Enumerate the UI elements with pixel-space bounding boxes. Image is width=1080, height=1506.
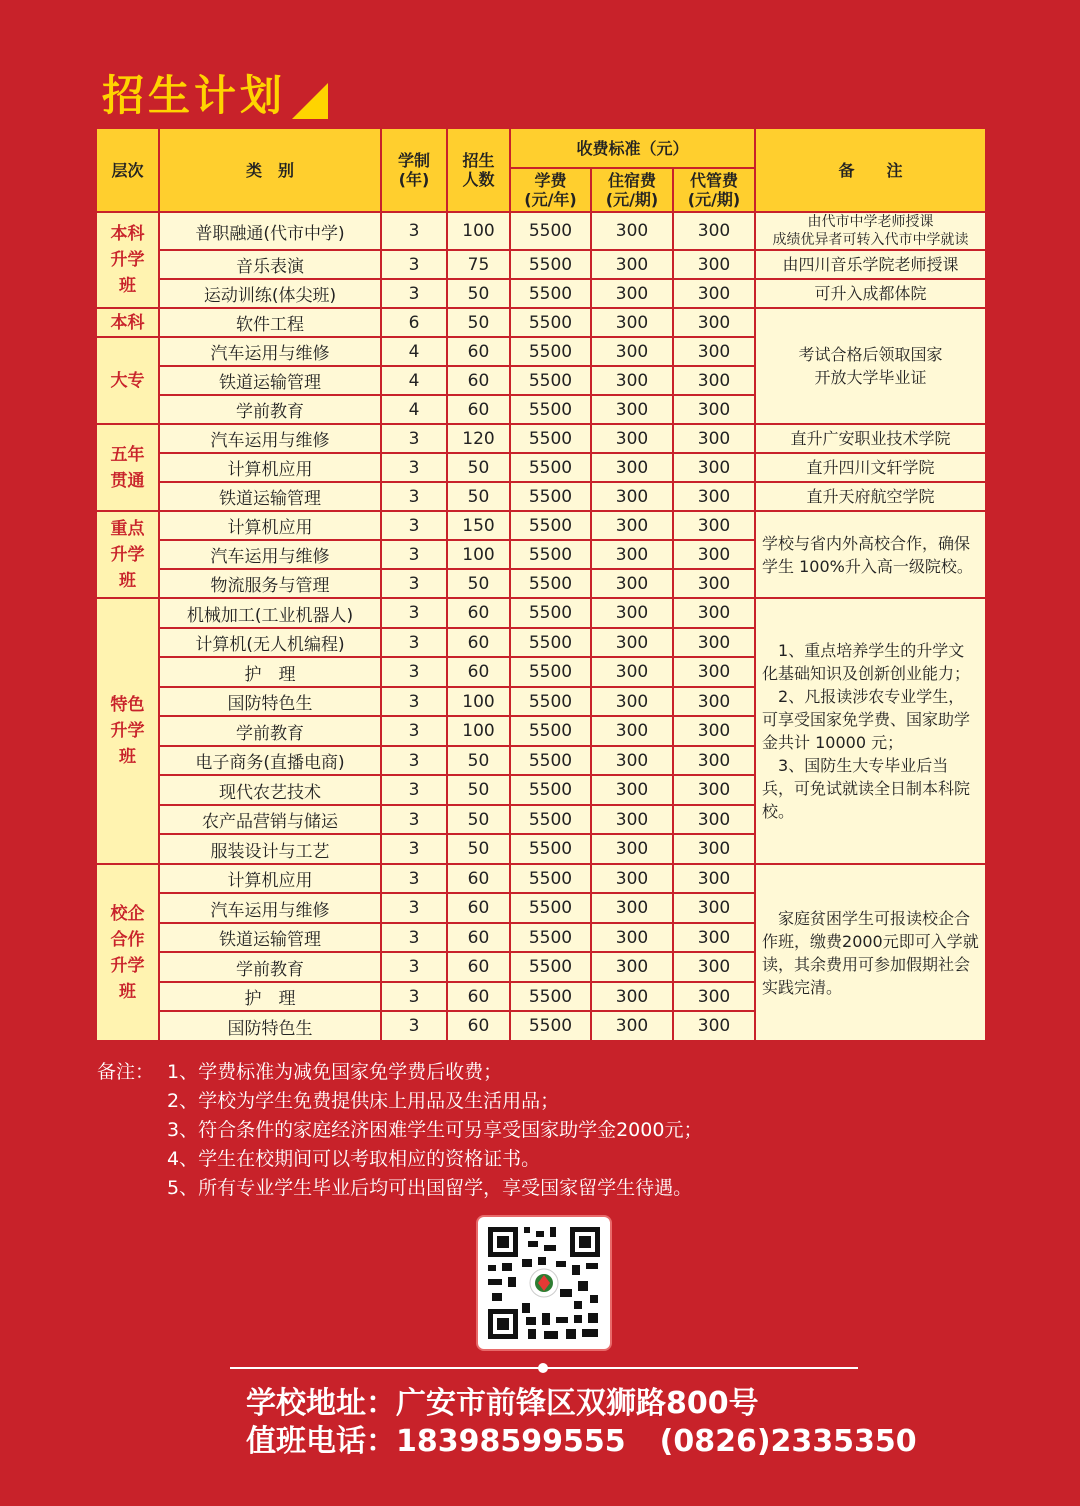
num-cell: 100 [447, 687, 510, 716]
cust-cell: 300 [673, 893, 755, 923]
cust-cell: 300 [673, 424, 755, 453]
category-cell: 国防特色生 [159, 687, 381, 716]
dorm-cell: 300 [591, 511, 673, 540]
remark-item: 2、学校为学生免费提供床上用品及生活用品； [167, 1090, 560, 1112]
dorm-cell: 300 [591, 308, 673, 337]
num-cell: 120 [447, 424, 510, 453]
cust-cell: 300 [673, 366, 755, 395]
cust-cell: 300 [673, 746, 755, 775]
table-row [96, 424, 986, 453]
years-cell: 3 [381, 982, 447, 1011]
table-row [96, 511, 986, 540]
years-cell: 4 [381, 337, 447, 366]
level-cell: 校企 合作 升学 班 [96, 864, 159, 1041]
fee-cell: 5500 [510, 598, 591, 628]
category-cell: 铁道运输管理 [159, 923, 381, 952]
category-cell: 普职融通(代市中学) [159, 212, 381, 250]
fee-cell: 5500 [510, 746, 591, 775]
dorm-cell: 300 [591, 453, 673, 482]
cust-cell: 300 [673, 337, 755, 366]
cust-cell: 300 [673, 657, 755, 687]
dorm-cell: 300 [591, 716, 673, 746]
dorm-cell: 300 [591, 1011, 673, 1041]
years-cell: 3 [381, 893, 447, 923]
dorm-cell: 300 [591, 657, 673, 687]
fee-cell: 5500 [510, 453, 591, 482]
cust-cell: 300 [673, 598, 755, 628]
num-cell: 60 [447, 864, 510, 893]
years-cell: 3 [381, 279, 447, 308]
num-cell: 100 [447, 716, 510, 746]
num-cell: 50 [447, 569, 510, 598]
category-cell: 护 理 [159, 657, 381, 687]
years-cell: 3 [381, 250, 447, 279]
phone-number-mobile: 18398599555 [396, 1424, 626, 1459]
level-cell: 特色 升学 班 [96, 598, 159, 864]
cust-cell: 300 [673, 569, 755, 598]
header-tuition: 学费 (元/年) [510, 168, 591, 212]
dorm-cell: 300 [591, 775, 673, 805]
category-cell: 运动训练(体尖班) [159, 279, 381, 308]
dorm-cell: 300 [591, 279, 673, 308]
fee-cell: 5500 [510, 952, 591, 982]
fee-cell: 5500 [510, 923, 591, 952]
table-row [96, 308, 986, 337]
note-cell: 考试合格后领取国家 开放大学毕业证 [755, 308, 986, 424]
years-cell: 3 [381, 746, 447, 775]
fee-cell: 5500 [510, 805, 591, 834]
category-cell: 学前教育 [159, 716, 381, 746]
fee-cell: 5500 [510, 716, 591, 746]
cust-cell: 300 [673, 453, 755, 482]
qr-code-icon [478, 1217, 610, 1349]
category-cell: 计算机(无人机编程) [159, 628, 381, 657]
level-cell: 本科 升学 班 [96, 212, 159, 308]
cust-cell: 300 [673, 1011, 755, 1041]
category-cell: 音乐表演 [159, 250, 381, 279]
years-cell: 3 [381, 864, 447, 893]
header-enroll: 招生 人数 [447, 128, 510, 212]
num-cell: 60 [447, 657, 510, 687]
category-cell: 铁道运输管理 [159, 482, 381, 511]
fee-cell: 5500 [510, 212, 591, 250]
dorm-cell: 300 [591, 864, 673, 893]
years-cell: 3 [381, 952, 447, 982]
category-cell: 汽车运用与维修 [159, 337, 381, 366]
cust-cell: 300 [673, 540, 755, 569]
dorm-cell: 300 [591, 952, 673, 982]
dorm-cell: 300 [591, 212, 673, 250]
dorm-cell: 300 [591, 395, 673, 424]
level-cell: 重点 升学 班 [96, 511, 159, 598]
table-row [96, 598, 986, 628]
category-cell: 机械加工(工业机器人) [159, 598, 381, 628]
header-years: 学制 (年) [381, 128, 447, 212]
table-row [96, 453, 986, 482]
note-cell: 家庭贫困学生可报读校企合作班，缴费2000元即可入学就读，其余费用可参加假期社会实践完清。 [755, 864, 986, 1041]
dorm-cell: 300 [591, 250, 673, 279]
dorm-cell: 300 [591, 540, 673, 569]
cust-cell: 300 [673, 805, 755, 834]
remarks-label: 备注： [97, 1061, 155, 1083]
dorm-cell: 300 [591, 598, 673, 628]
fee-cell: 5500 [510, 864, 591, 893]
num-cell: 60 [447, 337, 510, 366]
years-cell: 3 [381, 453, 447, 482]
fee-cell: 5500 [510, 540, 591, 569]
table-row [96, 250, 986, 279]
note-cell: 直升广安职业技术学院 [755, 424, 986, 453]
fee-cell: 5500 [510, 337, 591, 366]
num-cell: 50 [447, 308, 510, 337]
header-note: 备 注 [755, 128, 986, 212]
years-cell: 3 [381, 511, 447, 540]
years-cell: 4 [381, 366, 447, 395]
num-cell: 60 [447, 952, 510, 982]
years-cell: 3 [381, 687, 447, 716]
level-cell: 五年 贯通 [96, 424, 159, 511]
dorm-cell: 300 [591, 687, 673, 716]
table-row [96, 212, 986, 250]
num-cell: 50 [447, 834, 510, 864]
category-cell: 软件工程 [159, 308, 381, 337]
header-level: 层次 [96, 128, 159, 212]
remark-item: 3、符合条件的家庭经济困难学生可另享受国家助学金2000元； [167, 1119, 703, 1141]
fee-cell: 5500 [510, 482, 591, 511]
num-cell: 50 [447, 775, 510, 805]
fee-cell: 5500 [510, 250, 591, 279]
fee-cell: 5500 [510, 687, 591, 716]
cust-cell: 300 [673, 982, 755, 1011]
fee-cell: 5500 [510, 366, 591, 395]
category-cell: 计算机应用 [159, 511, 381, 540]
num-cell: 75 [447, 250, 510, 279]
category-cell: 学前教育 [159, 952, 381, 982]
fee-cell: 5500 [510, 279, 591, 308]
cust-cell: 300 [673, 308, 755, 337]
dorm-cell: 300 [591, 923, 673, 952]
cust-cell: 300 [673, 279, 755, 308]
phone-label: 值班电话： [246, 1424, 396, 1459]
years-cell: 3 [381, 628, 447, 657]
header-dorm: 住宿费 (元/期) [591, 168, 673, 212]
cust-cell: 300 [673, 687, 755, 716]
dorm-cell: 300 [591, 569, 673, 598]
title-text: 招生计划 [102, 71, 287, 120]
category-cell: 计算机应用 [159, 864, 381, 893]
category-cell: 国防特色生 [159, 1011, 381, 1041]
num-cell: 50 [447, 453, 510, 482]
years-cell: 3 [381, 716, 447, 746]
fee-cell: 5500 [510, 511, 591, 540]
num-cell: 50 [447, 805, 510, 834]
years-cell: 3 [381, 1011, 447, 1041]
header-category: 类 别 [159, 128, 381, 212]
note-cell: 直升四川文轩学院 [755, 453, 986, 482]
cust-cell: 300 [673, 716, 755, 746]
cust-cell: 300 [673, 511, 755, 540]
phone-number-landline: (0826)2335350 [659, 1424, 917, 1459]
category-cell: 服装设计与工艺 [159, 834, 381, 864]
num-cell: 60 [447, 1011, 510, 1041]
dorm-cell: 300 [591, 337, 673, 366]
category-cell: 护 理 [159, 982, 381, 1011]
category-cell: 电子商务(直播电商) [159, 746, 381, 775]
category-cell: 汽车运用与维修 [159, 893, 381, 923]
dorm-cell: 300 [591, 805, 673, 834]
dorm-cell: 300 [591, 482, 673, 511]
dorm-cell: 300 [591, 893, 673, 923]
fee-cell: 5500 [510, 775, 591, 805]
num-cell: 50 [447, 746, 510, 775]
cust-cell: 300 [673, 250, 755, 279]
num-cell: 100 [447, 212, 510, 250]
level-cell: 本科 [96, 308, 159, 337]
note-cell: 直升天府航空学院 [755, 482, 986, 511]
cust-cell: 300 [673, 834, 755, 864]
num-cell: 60 [447, 982, 510, 1011]
num-cell: 60 [447, 395, 510, 424]
category-cell: 学前教育 [159, 395, 381, 424]
footer-divider [230, 1367, 858, 1369]
category-cell: 铁道运输管理 [159, 366, 381, 395]
years-cell: 3 [381, 569, 447, 598]
years-cell: 3 [381, 834, 447, 864]
remark-item: 5、所有专业学生毕业后均可出国留学，享受国家留学生待遇。 [167, 1177, 693, 1199]
years-cell: 6 [381, 308, 447, 337]
num-cell: 60 [447, 893, 510, 923]
years-cell: 3 [381, 657, 447, 687]
fee-cell: 5500 [510, 834, 591, 864]
fee-cell: 5500 [510, 657, 591, 687]
dorm-cell: 300 [591, 366, 673, 395]
years-cell: 3 [381, 805, 447, 834]
table-row [96, 864, 986, 893]
years-cell: 4 [381, 395, 447, 424]
remark-item: 1、学费标准为减免国家免学费后收费； [167, 1061, 503, 1083]
triangle-decoration-icon [292, 83, 328, 119]
school-address: 学校地址：广安市前锋区双狮路800号 [246, 1386, 759, 1421]
header-fee-group: 收费标准（元） [510, 128, 755, 168]
years-cell: 3 [381, 775, 447, 805]
cust-cell: 300 [673, 395, 755, 424]
cust-cell: 300 [673, 952, 755, 982]
num-cell: 60 [447, 628, 510, 657]
dorm-cell: 300 [591, 424, 673, 453]
cust-cell: 300 [673, 482, 755, 511]
years-cell: 3 [381, 482, 447, 511]
note-cell: 1、重点培养学生的升学文化基础知识及创新创业能力； 2、凡报读涉农专业学生，可享受国家免学费、国家助学金共计 10000 元； 3、国防生大专毕业后当兵，可免试就读全日制本科院校。 [755, 598, 986, 864]
num-cell: 100 [447, 540, 510, 569]
category-cell: 现代农艺技术 [159, 775, 381, 805]
remarks-block [97, 1058, 702, 1203]
dorm-cell: 300 [591, 628, 673, 657]
fee-cell: 5500 [510, 424, 591, 453]
num-cell: 60 [447, 366, 510, 395]
cust-cell: 300 [673, 212, 755, 250]
cust-cell: 300 [673, 864, 755, 893]
category-cell: 汽车运用与维修 [159, 424, 381, 453]
category-cell: 计算机应用 [159, 453, 381, 482]
note-cell: 学校与省内外高校合作，确保学生 100%升入高一级院校。 [755, 511, 986, 598]
enrollment-table [95, 127, 987, 1042]
remark-item: 4、学生在校期间可以考取相应的资格证书。 [167, 1148, 541, 1170]
category-cell: 汽车运用与维修 [159, 540, 381, 569]
level-cell: 大专 [96, 337, 159, 424]
num-cell: 50 [447, 279, 510, 308]
table-row [96, 482, 986, 511]
cust-cell: 300 [673, 775, 755, 805]
years-cell: 3 [381, 598, 447, 628]
fee-cell: 5500 [510, 569, 591, 598]
page-title [102, 72, 328, 120]
duty-phone [246, 1423, 917, 1461]
years-cell: 3 [381, 212, 447, 250]
header-custody: 代管费 (元/期) [673, 168, 755, 212]
fee-cell: 5500 [510, 982, 591, 1011]
category-cell: 物流服务与管理 [159, 569, 381, 598]
fee-cell: 5500 [510, 628, 591, 657]
contact-block [246, 1385, 917, 1461]
category-cell: 农产品营销与储运 [159, 805, 381, 834]
num-cell: 60 [447, 923, 510, 952]
years-cell: 3 [381, 923, 447, 952]
dorm-cell: 300 [591, 982, 673, 1011]
num-cell: 60 [447, 598, 510, 628]
fee-cell: 5500 [510, 395, 591, 424]
note-cell: 由代市中学老师授课 成绩优异者可转入代市中学就读 [755, 212, 986, 250]
num-cell: 50 [447, 482, 510, 511]
dorm-cell: 300 [591, 834, 673, 864]
fee-cell: 5500 [510, 308, 591, 337]
cust-cell: 300 [673, 628, 755, 657]
num-cell: 150 [447, 511, 510, 540]
fee-cell: 5500 [510, 1011, 591, 1041]
fee-cell: 5500 [510, 893, 591, 923]
table-row [96, 279, 986, 308]
cust-cell: 300 [673, 923, 755, 952]
qr-code [478, 1217, 610, 1349]
note-cell: 由四川音乐学院老师授课 [755, 250, 986, 279]
years-cell: 3 [381, 540, 447, 569]
dorm-cell: 300 [591, 746, 673, 775]
note-cell: 可升入成都体院 [755, 279, 986, 308]
years-cell: 3 [381, 424, 447, 453]
